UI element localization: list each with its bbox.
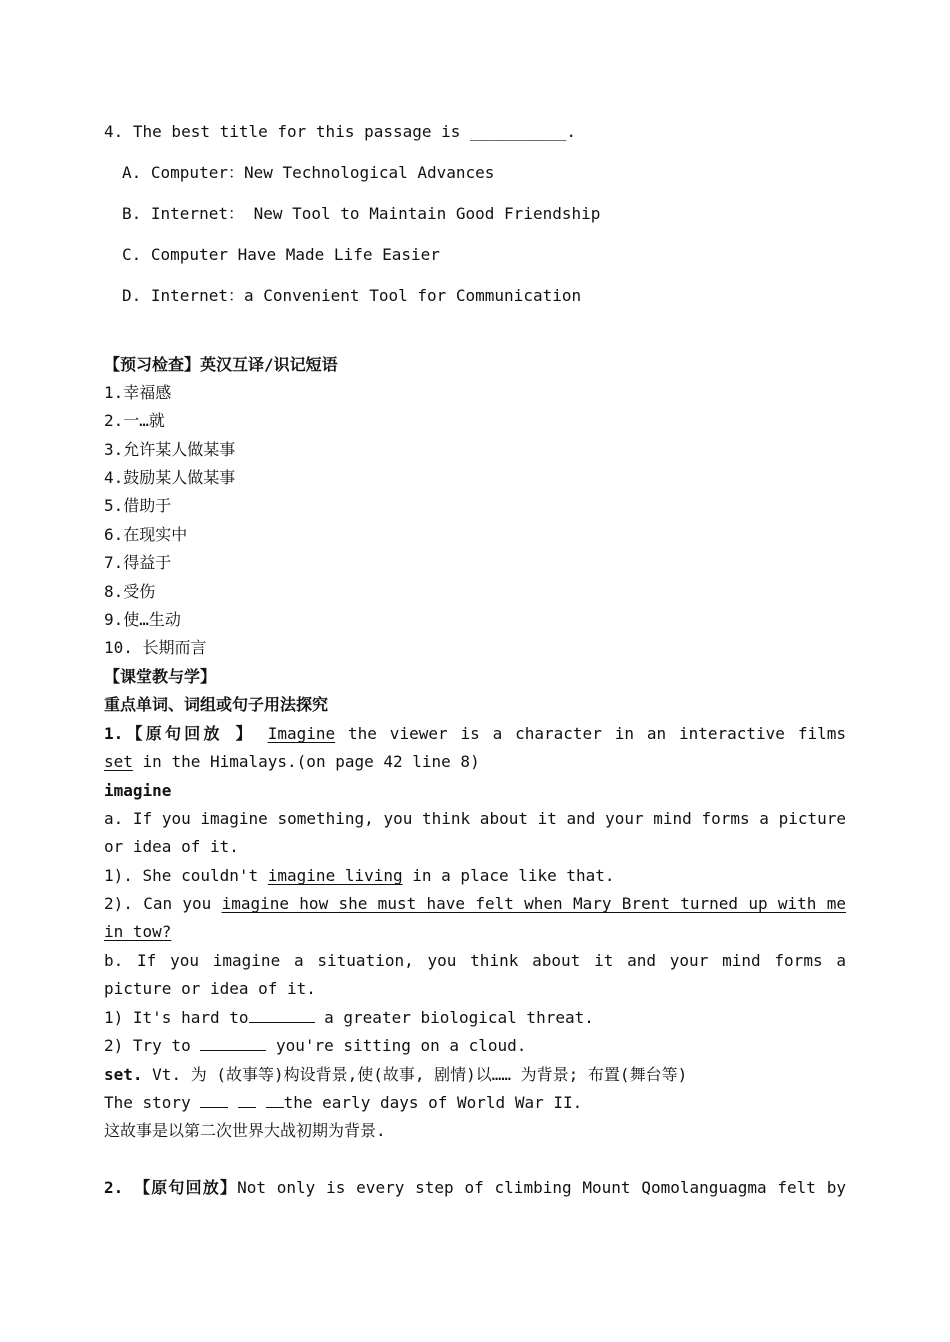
preview-item: 2.一…就 (104, 411, 165, 430)
exercise-text: The story (104, 1093, 191, 1112)
exercise-text: 1) It's hard to (104, 1008, 249, 1027)
preview-item: 3.允许某人做某事 (104, 440, 236, 459)
sentence-text: Not only is every step of climbing Mount Qomolanguagma felt by (237, 1178, 846, 1197)
item-1-label: 1.【原句回放 】 (104, 724, 255, 743)
exercise-text: the early days of World War II. (283, 1093, 583, 1112)
question-4-option-a: A. Computer：New Technological Advances (122, 163, 495, 182)
sentence-text: the viewer is a character in an interactive films (348, 724, 846, 743)
underlined-word: set (104, 752, 133, 771)
keyword-imagine: imagine (104, 781, 172, 800)
exercise-text: you're sitting on a cloud. (275, 1036, 527, 1055)
preview-item: 4.鼓励某人做某事 (104, 468, 236, 487)
item-2-label: 2. 【原句回放】 (104, 1178, 238, 1197)
exercise-text: 2) Try to (104, 1036, 191, 1055)
definition-b: b. If you imagine a situation, you think about it and your mind forms a (104, 951, 846, 970)
preview-item: 7.得益于 (104, 553, 172, 572)
exercise-1 (104, 1008, 594, 1028)
exercise-text: a greater biological threat. (324, 1008, 594, 1027)
answer-blank[interactable] (238, 1093, 256, 1108)
preview-item: 8.受伤 (104, 582, 156, 601)
preview-item: 1.幸福感 (104, 383, 172, 402)
underlined-phrase: imagine how she must have felt when Mary Brent turned up with me (221, 894, 846, 913)
example-2-cont (104, 922, 171, 942)
question-4-stem: 4. The best title for this passage is __________. (104, 122, 577, 141)
question-4-option-c: C. Computer Have Made Life Easier (122, 245, 440, 264)
classroom-heading: 【课堂教与学】 (104, 667, 217, 686)
set-definition (104, 1065, 687, 1085)
question-4-option-b: B. Internet： New Tool to Maintain Good Friendship (122, 204, 601, 223)
definition-a-cont: or idea of it. (104, 837, 239, 856)
answer-blank[interactable] (266, 1093, 284, 1108)
exercise-2 (104, 1036, 526, 1056)
item-1-original-sentence-cont (104, 752, 480, 772)
preview-item: 5.借助于 (104, 496, 172, 515)
question-4-option-d: D. Internet：a Convenient Tool for Communication (122, 286, 582, 305)
item-1-original-sentence (104, 724, 846, 744)
set-exercise (104, 1093, 582, 1113)
underlined-phrase: imagine living (267, 866, 403, 885)
preview-item: 9.使…生动 (104, 610, 181, 629)
answer-blank[interactable] (200, 1093, 228, 1108)
underlined-word: Imagine (267, 724, 336, 743)
answer-blank[interactable] (200, 1036, 266, 1051)
example-text: 1). She couldn't (104, 866, 259, 885)
set-exercise-translation: 这故事是以第二次世界大战初期为背景. (104, 1121, 386, 1140)
item-2-original-sentence (104, 1178, 846, 1198)
keyword-set: set. (104, 1065, 143, 1084)
definition-b-cont: picture or idea of it. (104, 979, 316, 998)
definition-text: Vt. 为 (故事等)构设背景,使(故事, 剧情)以…… 为背景; 布置(舞台等) (152, 1065, 688, 1084)
preview-item: 10. 长期而言 (104, 638, 207, 657)
example-2 (104, 894, 846, 914)
underlined-phrase: in tow? (104, 922, 172, 941)
preview-heading: 【预习检查】英汉互译/识记短语 (104, 355, 338, 374)
example-text: in a place like that. (412, 866, 615, 885)
preview-item: 6.在现实中 (104, 525, 188, 544)
example-1 (104, 866, 615, 886)
sentence-text: in the Himalays.(on page 42 line 8) (142, 752, 480, 771)
answer-blank[interactable] (249, 1008, 315, 1023)
classroom-subheading: 重点单词、词组或句子用法探究 (104, 695, 329, 714)
definition-a: a. If you imagine something, you think about it and your mind forms a picture (104, 809, 846, 828)
example-text: 2). Can you (104, 894, 212, 913)
